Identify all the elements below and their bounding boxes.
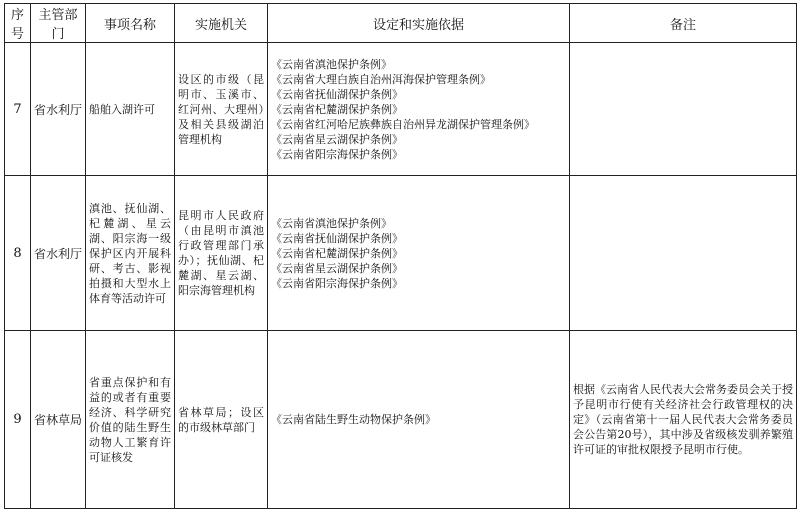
table-row [5,43,797,176]
row-remark [570,176,797,331]
row-item: 省重点保护和有益的或者有重要经济、科学研究价值的陆生野生动物人工繁育许可证核发 [86,331,175,509]
row-dept: 省水利厅 [31,43,86,176]
row-item: 船舶入湖许可 [86,43,175,176]
basis-line: 《云南省阳宗海保护条例》 [271,147,403,161]
header-row [5,4,797,43]
row-remark [570,43,797,176]
basis-line: 《云南省抚仙湖保护条例》 [271,87,403,101]
basis-line: 《云南省滇池保护条例》 [271,57,392,71]
row-basis [268,331,570,509]
row-agency: 设区的市级（昆明市、玉溪市、红河州、大理州）及相关县级湖泊管理机构 [175,43,268,176]
row-dept: 省林草局 [31,331,86,509]
row-agency: 省林草局；设区的市级林草部门 [175,331,268,509]
basis-line: 《云南省杞麓湖保护条例》 [271,246,403,260]
basis-line: 《云南省红河哈尼族彝族自治州异龙湖保护管理条例》 [271,117,535,131]
row-number: 8 [5,176,31,331]
row-agency: 昆明市人民政府（由昆明市滇池行政管理部门承办）；抚仙湖、杞麓湖、星云湖、阳宗海管理机构 [175,176,268,331]
basis-line: 《云南省星云湖保护条例》 [271,261,403,275]
row-number: 7 [5,43,31,176]
row-number: 9 [5,331,31,509]
approval-items-table [4,3,797,509]
row-item: 滇池、抚仙湖、杞麓湖、星云湖、阳宗海一级保护区内开展科研、考古、影视拍摄和大型水上体育等活动许可 [86,176,175,331]
basis-line: 《云南省滇池保护条例》 [271,216,392,230]
header-no: 序号 [5,4,31,43]
table-row [5,331,797,509]
row-dept: 省水利厅 [31,176,86,331]
header-dept: 主管部门 [31,4,86,43]
header-basis: 设定和实施依据 [268,4,570,43]
basis-line: 《云南省星云湖保护条例》 [271,132,403,146]
header-remark: 备注 [570,4,797,43]
header-item: 事项名称 [86,4,175,43]
basis-line: 《云南省大理白族自治州洱海保护管理条例》 [271,72,491,86]
row-basis [268,176,570,331]
basis-line: 《云南省抚仙湖保护条例》 [271,231,403,245]
row-remark: 根据《云南省人民代表大会常务委员会关于授予昆明市行使有关经济社会行政管理权的决定》（云南省第十一届人民代表大会常务委员会公告第20号），其中涉及省级核发驯养繁殖许可证的审批权限授予昆明市行使。 [570,331,797,509]
row-basis [268,43,570,176]
basis-line: 《云南省杞麓湖保护条例》 [271,102,403,116]
table-row [5,176,797,331]
header-agency: 实施机关 [175,4,268,43]
basis-line: 《云南省陆生野生动物保护条例》 [271,413,436,426]
basis-line: 《云南省阳宗海保护条例》 [271,276,403,290]
